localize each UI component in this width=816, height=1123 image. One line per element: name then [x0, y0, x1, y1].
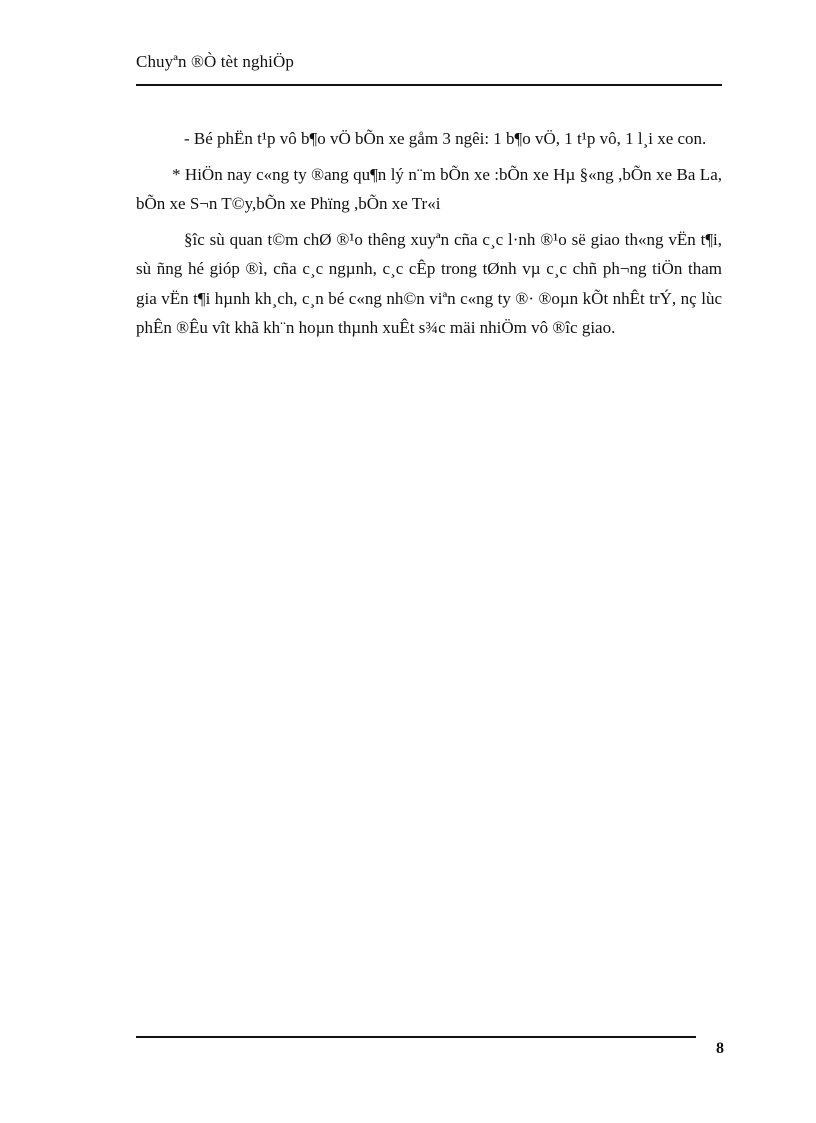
paragraph-bus-stations: * HiÖn nay c«ng ty ®ang qu¶n lý n¨m bÕn xe :bÕn xe Hµ §«ng ,bÕn xe Ba La, bÕn xe S¬n T©y,bÕn xe Phïng ,bÕn xe Tr«i	[136, 164, 722, 213]
footer-divider	[136, 1036, 696, 1038]
page-number: 8	[716, 1040, 724, 1057]
body-text	[136, 124, 722, 349]
paragraph-achievements: §îc sù quan t©m chØ ®¹o thêng xuyªn cña c¸c l·nh ®¹o së giao th«ng vËn t¶i, sù ñng hé gióp ®ì, cña c¸c ngµnh, c¸c cÊp trong tØnh vµ c¸c chñ ph¬ng tiÖn tham gia vËn t¶i hµnh kh¸ch, c¸n bé c«ng nh©n viªn c«ng ty ®· ®oµn kÕt nhÊt trÝ, nç lùc phÊn ®Êu vît khã kh¨n hoµn thµnh xuÊt s¾c mäi nhiÖm vô ®îc giao.	[136, 229, 722, 337]
paragraph-staff: - Bé phËn t¹p vô b¶o vÖ bÕn xe gåm 3 ngêi: 1 b¶o vÖ, 1 t¹p vô, 1 l¸i xe con.	[184, 129, 707, 148]
header-divider	[136, 84, 722, 86]
running-header-title: Chuyªn ®Ò tèt nghiÖp	[136, 52, 294, 71]
